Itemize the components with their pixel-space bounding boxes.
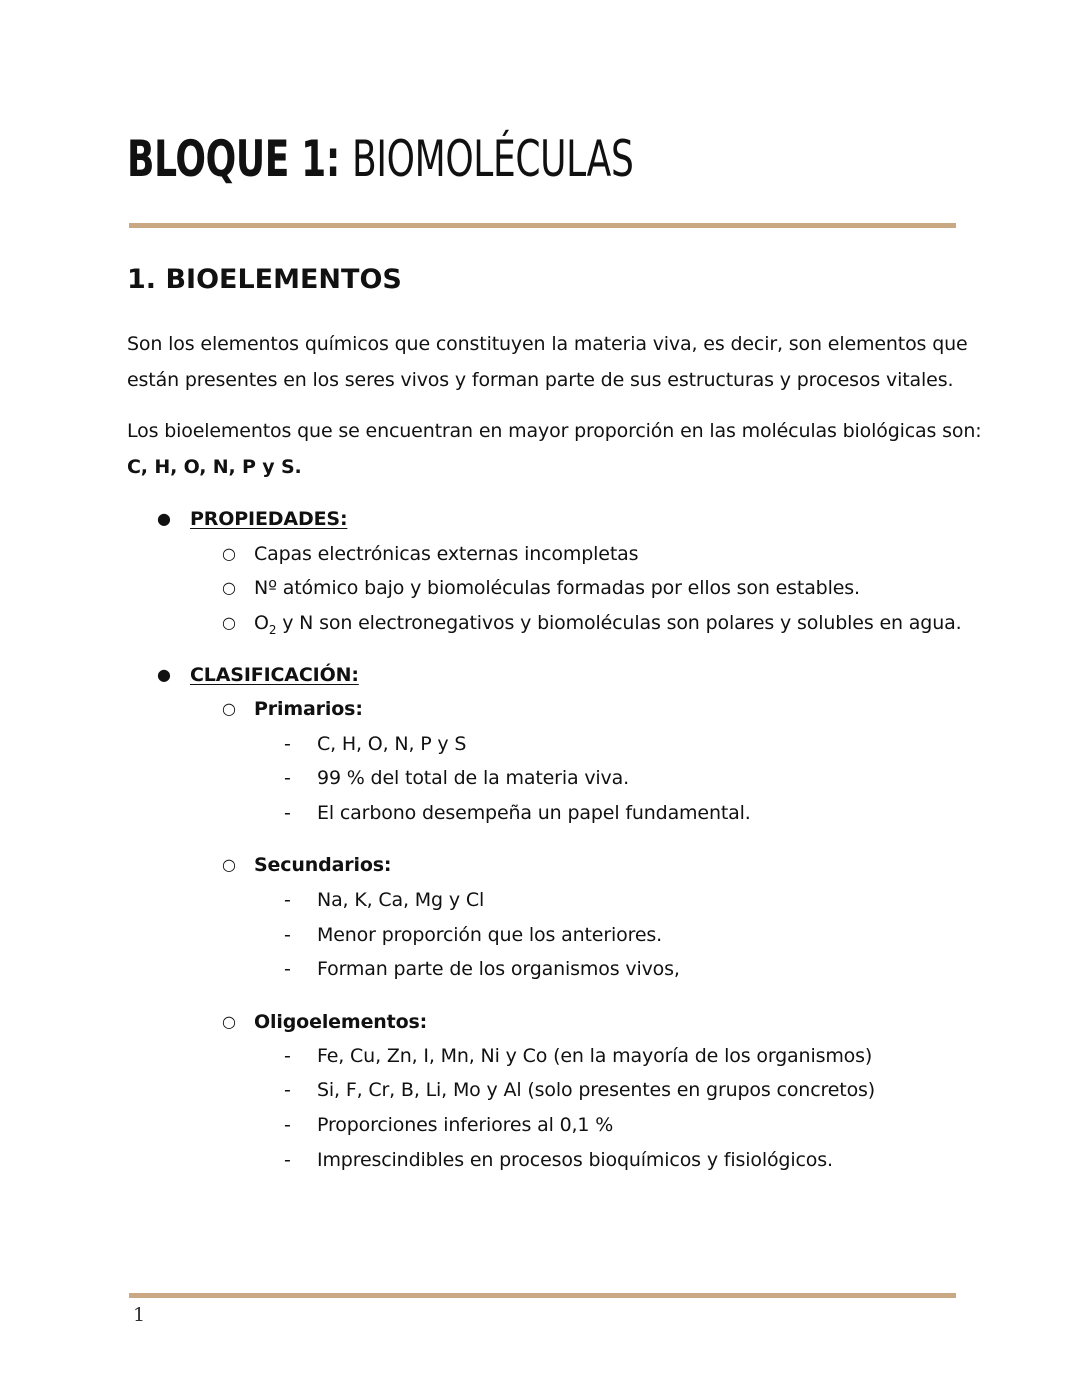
oligoelementos-item: Fe, Cu, Zn, I, Mn, Ni y Co (en la mayoría de los organismos) [317, 1045, 873, 1067]
bullet-dash-icon: - [284, 1114, 291, 1136]
clasificacion-label: CLASIFICACIÓN: [190, 664, 359, 686]
oxygen-subscript: 2 [268, 622, 277, 637]
group-label-secundarios: Secundarios: [254, 854, 392, 876]
propiedades-item: Nº atómico bajo y biomoléculas formadas por ellos son estables. [254, 577, 860, 599]
secundarios-item: Menor proporción que los anteriores. [317, 924, 663, 946]
secundarios-item: Na, K, Ca, Mg y Cl [317, 889, 485, 911]
title-bold-part: BLOQUE 1: [127, 130, 340, 188]
intro-paragraph-line-2: están presentes en los seres vivos y forman parte de sus estructuras y procesos vitales. [127, 369, 954, 391]
intro-paragraph-line-1: Son los elementos químicos que constituyen la materia viva, es decir, son elementos que [127, 333, 968, 355]
propiedades-item: Capas electrónicas externas incompletas [254, 543, 639, 565]
bullet-circle-icon: ○ [222, 544, 236, 563]
secundarios-item: Forman parte de los organismos vivos, [317, 958, 680, 980]
bullet-circle-icon: ○ [222, 578, 236, 597]
primarios-item: 99 % del total de la materia viva. [317, 767, 630, 789]
propiedades-label: PROPIEDADES: [190, 508, 348, 530]
oxygen-symbol: O [254, 612, 269, 634]
bullet-dash-icon: - [284, 924, 291, 946]
elements-paragraph-line-1: Los bioelementos que se encuentran en mayor proporción en las moléculas biológicas son: [127, 420, 982, 442]
bullet-dash-icon: - [284, 1149, 291, 1171]
oligoelementos-item: Proporciones inferiores al 0,1 % [317, 1114, 614, 1136]
oxygen-item-rest: y N son electronegativos y biomoléculas son polares y solubles en agua. [276, 612, 962, 634]
page-number: 1 [133, 1304, 146, 1326]
bullet-circle-icon: ○ [222, 699, 236, 718]
bullet-dash-icon: - [284, 1045, 291, 1067]
primarios-item: El carbono desempeña un papel fundamental. [317, 802, 751, 824]
bullet-dash-icon: - [284, 767, 291, 789]
bullet-dash-icon: - [284, 733, 291, 755]
group-label-primarios: Primarios: [254, 698, 363, 720]
bottom-divider [129, 1293, 956, 1298]
propiedades-item-oxygen [254, 606, 961, 647]
bullet-dash-icon: - [284, 889, 291, 911]
section-heading: 1. BIOELEMENTOS [127, 264, 402, 295]
bullet-disc-icon: ● [157, 509, 171, 528]
bullet-circle-icon: ○ [222, 1012, 236, 1031]
title-light-part: BIOMOLÉCULAS [352, 130, 634, 188]
bullet-dash-icon: - [284, 802, 291, 824]
oligoelementos-item: Imprescindibles en procesos bioquímicos y fisiológicos. [317, 1149, 833, 1171]
bullet-circle-icon: ○ [222, 613, 236, 632]
bullet-circle-icon: ○ [222, 855, 236, 874]
bullet-disc-icon: ● [157, 665, 171, 684]
oligoelementos-item: Si, F, Cr, B, Li, Mo y Al (solo presentes en grupos concretos) [317, 1079, 876, 1101]
page-title [127, 128, 633, 190]
group-label-oligoelementos: Oligoelementos: [254, 1011, 428, 1033]
elements-paragraph-line-2: C, H, O, N, P y S. [127, 456, 302, 478]
bullet-dash-icon: - [284, 958, 291, 980]
top-divider [129, 223, 956, 228]
bullet-dash-icon: - [284, 1079, 291, 1101]
primarios-item: C, H, O, N, P y S [317, 733, 467, 755]
